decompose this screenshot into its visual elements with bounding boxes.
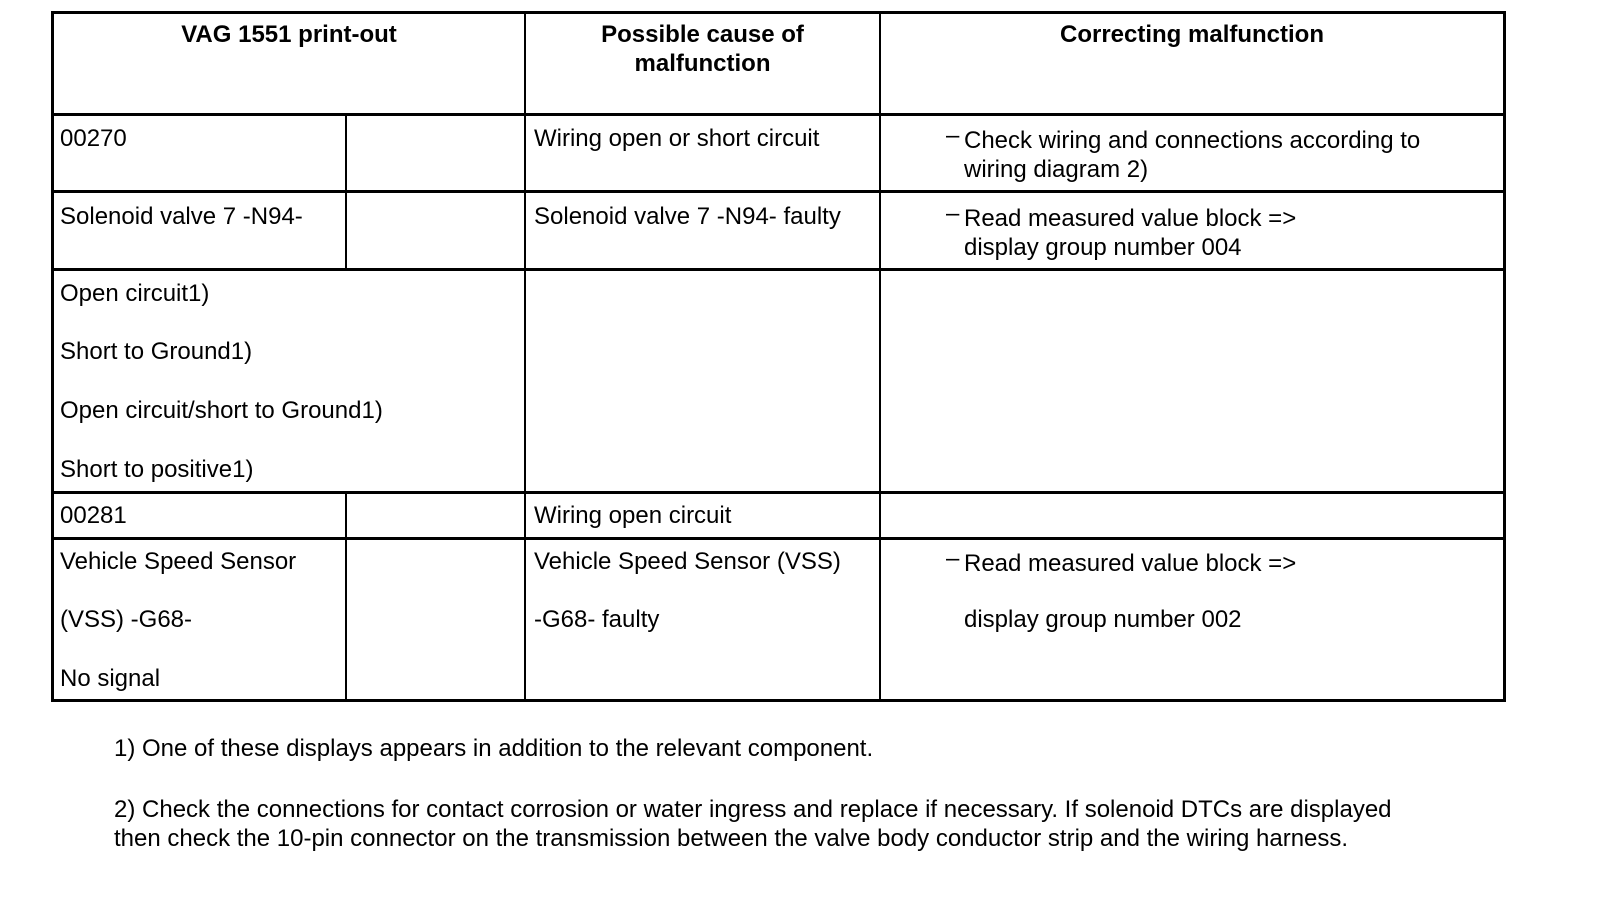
dtc-code: 00270: [60, 125, 127, 152]
row-divider: [51, 113, 1506, 116]
fault-type: Short to Ground1): [60, 338, 253, 365]
fault-type: Open circuit1): [60, 280, 210, 307]
column-divider: [879, 11, 881, 702]
row-divider: [51, 491, 1506, 494]
column-divider-inner: [345, 491, 347, 702]
footnote-2: 2) Check the connections for contact corrosion or water ingress and replace if necessary. If solenoid DTCs are displayed: [114, 796, 1392, 823]
component-name: (VSS) -G68-: [60, 606, 193, 633]
correction-text: wiring diagram 2): [964, 156, 1149, 183]
column-divider: [524, 11, 526, 702]
bullet-dash: –: [946, 122, 960, 149]
column-divider-inner: [345, 113, 347, 270]
header-vag-printout: VAG 1551 print-out: [181, 21, 397, 48]
fault-type: Short to positive1): [60, 456, 254, 483]
correction-text: Check wiring and connections according to: [964, 127, 1421, 154]
possible-cause-text: Wiring open or short circuit: [534, 125, 820, 152]
row-divider: [51, 537, 1506, 540]
fault-type: Open circuit/short to Ground1): [60, 397, 383, 424]
component-name: Vehicle Speed Sensor: [60, 548, 297, 575]
header-correcting: Correcting malfunction: [1059, 21, 1324, 48]
header-possible-cause-line1: Possible cause of: [601, 21, 804, 48]
bullet-dash: –: [946, 200, 960, 227]
correction-text: Read measured value block =>: [964, 550, 1297, 577]
header-possible-cause-line2: malfunction: [634, 50, 771, 77]
row-divider: [51, 268, 1506, 271]
possible-cause-text: Wiring open circuit: [534, 502, 732, 529]
possible-cause-text: Vehicle Speed Sensor (VSS): [534, 548, 841, 575]
correction-text: display group number 002: [964, 606, 1242, 633]
component-name: Solenoid valve 7 -N94-: [60, 203, 303, 230]
fault-type: No signal: [60, 665, 161, 692]
possible-cause-text: -G68- faulty: [534, 606, 660, 633]
possible-cause-text: Solenoid valve 7 -N94- faulty: [534, 203, 841, 230]
footnote-1: 1) One of these displays appears in addition to the relevant component.: [114, 735, 874, 762]
bullet-dash: –: [946, 545, 960, 572]
dtc-code: 00281: [60, 502, 127, 529]
footnote-2-continued: then check the 10-pin connector on the transmission between the valve body conductor strip and the wiring harness.: [114, 825, 1349, 852]
correction-text: Read measured value block =>: [964, 205, 1297, 232]
header-possible-cause: [526, 20, 879, 78]
correction-text: display group number 004: [964, 234, 1242, 261]
row-divider: [51, 190, 1506, 193]
